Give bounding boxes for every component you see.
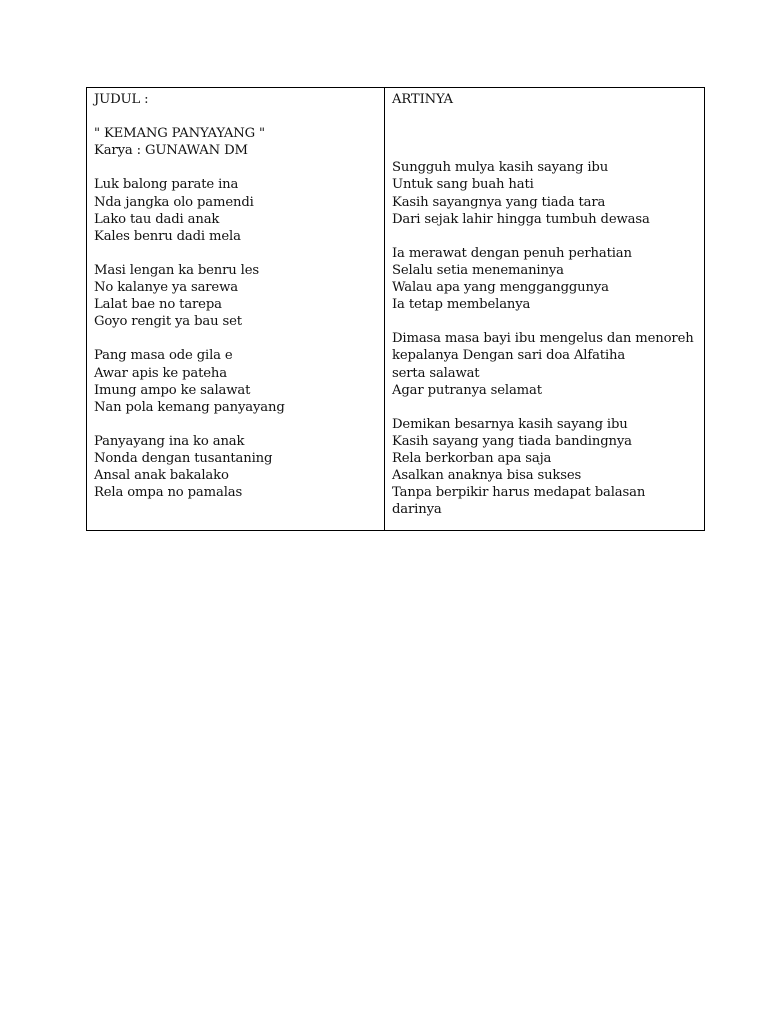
- poem-line: No kalanye ya sarewa: [94, 280, 238, 296]
- poem-table: [86, 87, 705, 531]
- poem-line: Goyo rengit ya bau set: [94, 314, 242, 330]
- original-poem-column: [87, 88, 385, 530]
- translation-line: kepalanya Dengan sari doa Alfatiha: [392, 348, 626, 364]
- translation-line: Rela berkorban apa saja: [392, 450, 552, 466]
- translation-body: [392, 159, 697, 518]
- poem-line: Pang masa ode gila e: [94, 348, 233, 364]
- translation-heading: ARTINYA: [392, 92, 453, 107]
- poem-line: Lalat bae no tarepa: [94, 297, 222, 313]
- spacer: [94, 159, 377, 176]
- spacer: [392, 399, 697, 416]
- poem-line: Panyayang ina ko anak: [94, 433, 245, 449]
- right-stanza-3: [392, 330, 697, 398]
- right-stanza-2: [392, 245, 697, 313]
- poem-author: Karya : GUNAWAN DM: [94, 143, 248, 159]
- translation-line: Dari sejak lahir hingga tumbuh dewasa: [392, 211, 650, 227]
- left-stanza-3: [94, 347, 377, 415]
- poem-line: Masi lengan ka benru les: [94, 262, 260, 278]
- poem-line: Lako tau dadi anak: [94, 211, 220, 227]
- translation-line: Demikan besarnya kasih sayang ibu: [392, 416, 628, 432]
- poem-line: Awar apis ke pateha: [94, 365, 227, 381]
- translation-line: Ia tetap membelanya: [392, 297, 531, 313]
- poem-line: Nda jangka olo pamendi: [94, 194, 254, 210]
- spacer: [392, 313, 697, 330]
- spacer: [392, 228, 697, 245]
- translation-line: Sungguh mulya kasih sayang ibu: [392, 160, 609, 176]
- poem-line: Luk balong parate ina: [94, 177, 239, 193]
- poem-line: Ansal anak bakalako: [94, 468, 229, 484]
- right-stanza-4: [392, 416, 697, 519]
- spacer: [94, 108, 377, 125]
- translation-line: serta salawat: [392, 365, 480, 381]
- translation-line: Asalkan anaknya bisa sukses: [392, 468, 582, 484]
- translation-column: [385, 88, 704, 530]
- spacer: [94, 330, 377, 347]
- spacer: [94, 245, 377, 262]
- poem-line: Kales benru dadi mela: [94, 228, 241, 244]
- judul-label: JUDUL :: [94, 92, 149, 107]
- poem-title: " KEMANG PANYAYANG ": [94, 126, 265, 142]
- left-stanza-2: [94, 262, 377, 330]
- translation-line: Kasih sayangnya yang tiada tara: [392, 194, 606, 210]
- translation-line: Agar putranya selamat: [392, 382, 542, 398]
- poem-line: Rela ompa no pamalas: [94, 485, 243, 501]
- poem-line: Imung ampo ke salawat: [94, 382, 251, 398]
- translation-line: Tanpa berpikir harus medapat balasan: [392, 485, 646, 501]
- translation-line: Ia merawat dengan penuh perhatian: [392, 245, 632, 261]
- translation-line: Kasih sayang yang tiada bandingnya: [392, 433, 632, 449]
- translation-line: Selalu setia menemaninya: [392, 262, 564, 278]
- poem-line: Nonda dengan tusantaning: [94, 450, 273, 466]
- translation-line: darinya: [392, 502, 442, 518]
- poem-line: Nan pola kemang panyayang: [94, 399, 285, 415]
- spacer: [94, 416, 377, 433]
- right-stanza-1: [392, 159, 697, 227]
- translation-line: Dimasa masa bayi ibu mengelus dan menoreh: [392, 331, 694, 347]
- left-stanza-1: [94, 176, 377, 244]
- left-stanza-4: [94, 433, 377, 501]
- translation-line: Walau apa yang mengganggunya: [392, 280, 609, 296]
- translation-line: Untuk sang buah hati: [392, 177, 534, 193]
